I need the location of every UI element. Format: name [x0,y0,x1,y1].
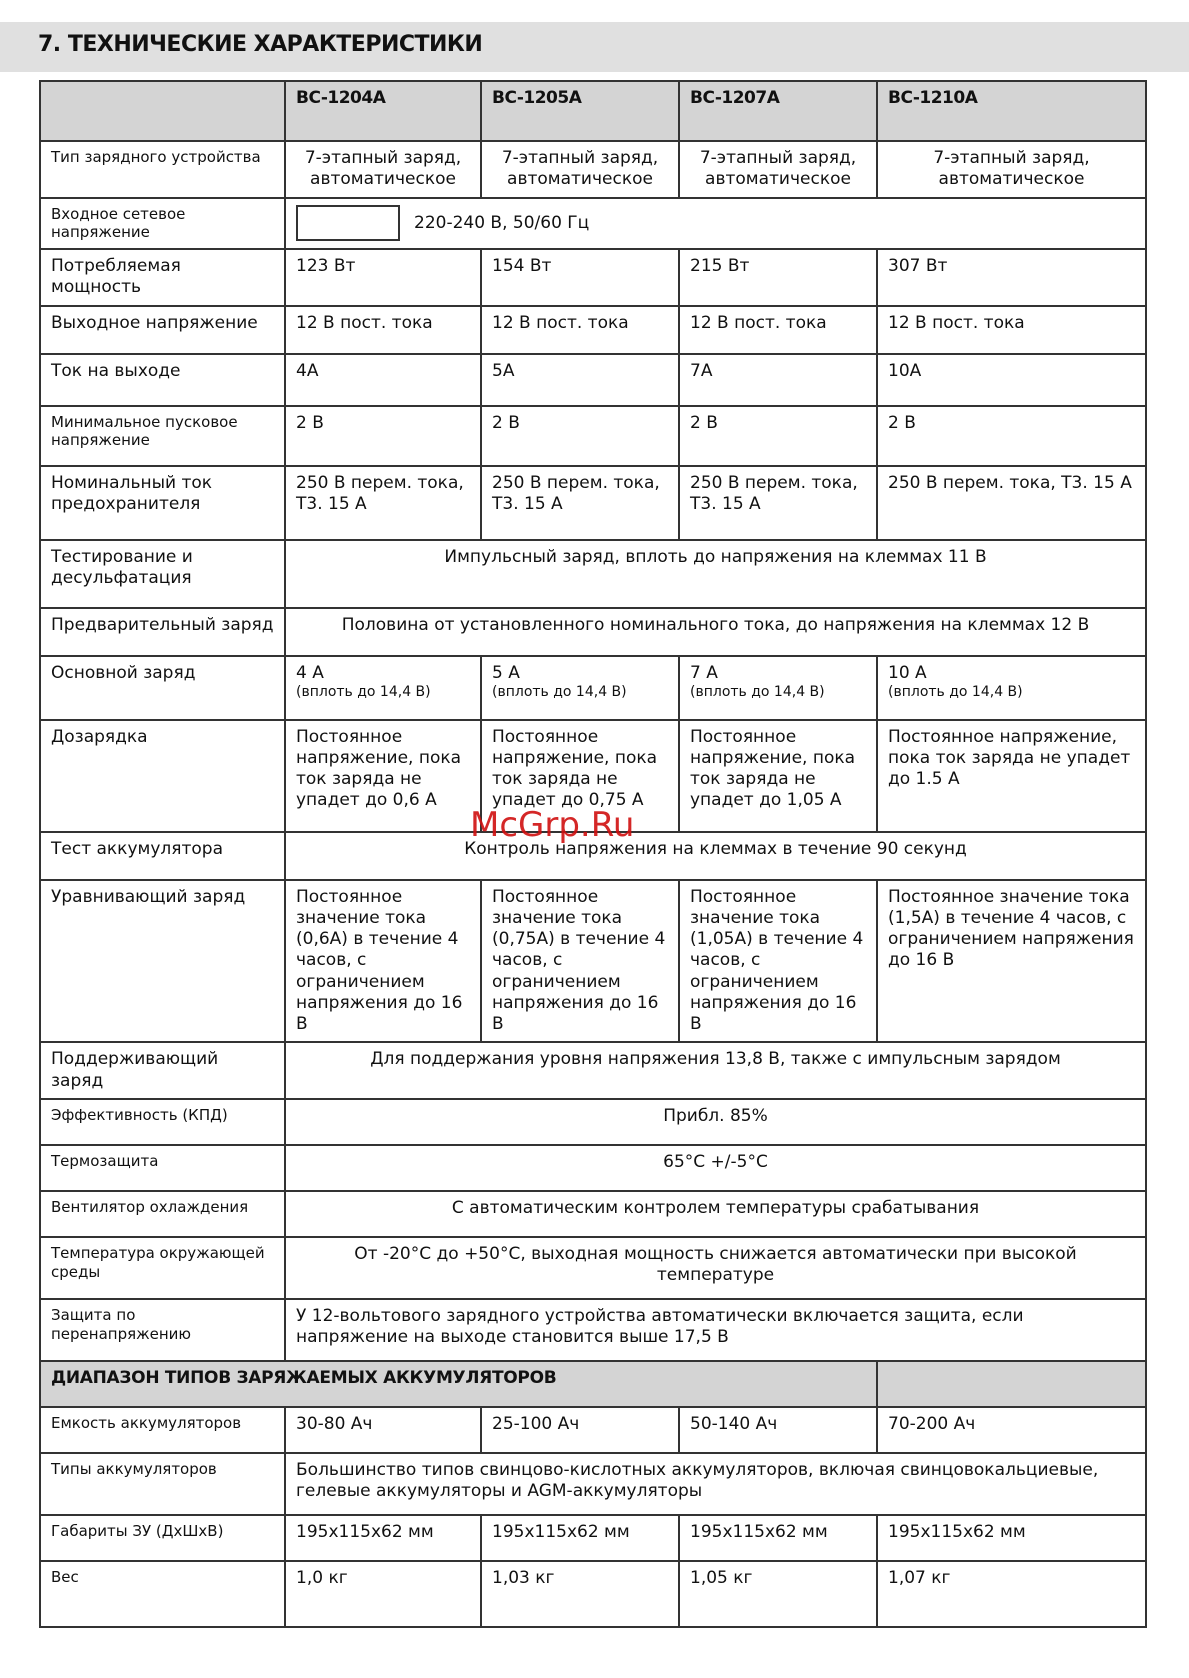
row-label: Поддерживающий заряд [40,1042,285,1099]
table-cell: 10А [877,354,1146,406]
table-row [40,540,1146,608]
table-cell: 7-этапный заряд, автоматическое [679,141,877,198]
table-cell: 2 В [679,406,877,466]
table-cell: Прибл. 85% [285,1099,1146,1145]
table-row [40,1042,1146,1099]
row-label: Температура окружающей среды [40,1237,285,1299]
table-cell: Контроль напряжения на клеммах в течение 90 секунд [285,832,1146,880]
table-cell: Постоянное значение тока (0,75А) в течение 4 часов, с ограничением напряжения до 16 В [481,880,679,1043]
table-cell: 250 В перем. тока, Т3. 15 А [679,466,877,540]
row-label: Минимальное пусковое напряжение [40,406,285,466]
table-cell [679,656,877,720]
table-row [40,1561,1146,1627]
models-header-row [40,81,1146,141]
table-cell: 195x115x62 мм [285,1515,481,1561]
table-cell: 4А [285,354,481,406]
row-label: Предварительный заряд [40,608,285,656]
table-cell: 250 В перем. тока, Т3. 15 А [285,466,481,540]
row-label: Ток на выходе [40,354,285,406]
table-cell: 2 В [285,406,481,466]
table-row [40,141,1146,198]
table-cell: 30-80 Ач [285,1407,481,1453]
table-row [40,306,1146,354]
table-cell: Постоянное значение тока (0,6А) в течение 4 часов, с ограничением напряжения до 16 В [285,880,481,1043]
model-name: BC-1205A [481,81,679,141]
row-label: Эффективность (КПД) [40,1099,285,1145]
table-row [40,1191,1146,1237]
row-label: Основной заряд [40,656,285,720]
corner-cell [40,81,285,141]
row-label: Вес [40,1561,285,1627]
section-title: 7. ТЕХНИЧЕСКИЕ ХАРАКТЕРИСТИКИ [38,32,483,57]
row-label: Дозарядка [40,720,285,832]
table-cell: 250 В перем. тока, Т3. 15 А [481,466,679,540]
table-row [40,1407,1146,1453]
table-cell: 12 В пост. тока [679,306,877,354]
table-cell: 65°С +/-5°С [285,1145,1146,1191]
table-cell: От -20°С до +50°С, выходная мощность снижается автоматически при высокой температуре [285,1237,1146,1299]
table-cell: Постоянное напряжение, пока ток заряда не упадет до 0,6 А [285,720,481,832]
table-row [40,608,1146,656]
row-label: Тест аккумулятора [40,832,285,880]
row-label: Габариты ЗУ (ДхШхВ) [40,1515,285,1561]
row-label: Типы аккумуляторов [40,1453,285,1515]
table-cell: Импульсный заряд, вплоть до напряжения на клеммах 11 В [285,540,1146,608]
table-cell: 2 В [877,406,1146,466]
row-label: Вентилятор охлаждения [40,1191,285,1237]
table-cell: 215 Вт [679,249,877,306]
table-cell: 7-этапный заряд, автоматическое [877,141,1146,198]
table-row [40,354,1146,406]
empty-cell [877,1361,1146,1407]
row-label: Выходное напряжение [40,306,285,354]
table-cell: 195x115x62 мм [877,1515,1146,1561]
table-cell: Постоянное напряжение, пока ток заряда не упадет до 0,75 А [481,720,679,832]
table-cell: 250 В перем. тока, Т3. 15 А [877,466,1146,540]
main-charge-note: (вплоть до 14,4 В) [690,683,825,700]
model-name: BC-1207A [679,81,877,141]
row-label: Тип зарядного устройства [40,141,285,198]
row-label: Тестирование и десульфатация [40,540,285,608]
table-cell: С автоматическим контролем температуры срабатывания [285,1191,1146,1237]
main-charge-value: 10 А [888,662,927,683]
table-cell: Постоянное значение тока (1,05А) в течение 4 часов, с ограничением напряжения до 16 В [679,880,877,1043]
table-cell: 1,07 кг [877,1561,1146,1627]
table-cell: 12 В пост. тока [877,306,1146,354]
main-charge-value: 4 А [296,662,324,683]
table-cell: 1,03 кг [481,1561,679,1627]
table-cell: 5А [481,354,679,406]
table-row [40,1299,1146,1361]
specifications-table [39,80,1147,1628]
row-label: Защита по перенапряжению [40,1299,285,1361]
model-name: BC-1204A [285,81,481,141]
table-cell: Постоянное значение тока (1,5А) в течение 4 часов, с ограничением напряжения до 16 В [877,880,1146,1043]
table-row [40,1099,1146,1145]
table-cell: 123 Вт [285,249,481,306]
section-header [0,22,1189,72]
main-charge-note: (вплоть до 14,4 В) [492,683,627,700]
main-charge-note: (вплоть до 14,4 В) [296,683,431,700]
table-cell: 50-140 Ач [679,1407,877,1453]
row-label: Емкость аккумуляторов [40,1407,285,1453]
table-cell [481,656,679,720]
table-cell: Половина от установленного номинального тока, до напряжения на клеммах 12 В [285,608,1146,656]
model-name: BC-1210A [877,81,1146,141]
row-label: Номинальный ток предохранителя [40,466,285,540]
table-cell [285,198,1146,250]
row-label: Входное сетевое напряжение [40,198,285,250]
table-cell: 195x115x62 мм [481,1515,679,1561]
table-cell: Постоянное напряжение, пока ток заряда не упадет до 1,05 А [679,720,877,832]
table-cell: 154 Вт [481,249,679,306]
table-cell: 12 В пост. тока [285,306,481,354]
table-cell: 12 В пост. тока [481,306,679,354]
table-cell: 7-этапный заряд, автоматическое [481,141,679,198]
table-row [40,1237,1146,1299]
table-cell: 195x115x62 мм [679,1515,877,1561]
watermark: McGrp.Ru [470,805,635,845]
main-charge-value: 5 А [492,662,520,683]
row-label: Потребляемая мощность [40,249,285,306]
table-cell: 70-200 Ач [877,1407,1146,1453]
table-cell: 7А [679,354,877,406]
table-cell: Большинство типов свинцово-кислотных аккумуляторов, включая свинцовокальциевые, гелевые аккумуляторы и AGM-аккумуляторы [285,1453,1146,1515]
main-charge-note: (вплоть до 14,4 В) [888,683,1023,700]
table-cell: У 12-вольтового зарядного устройства автоматически включается защита, если напряжение на выходе становится выше 17,5 В [285,1299,1146,1361]
table-cell: 7-этапный заряд, автоматическое [285,141,481,198]
table-row [40,466,1146,540]
table-row [40,198,1146,250]
table-row [40,656,1146,720]
input-voltage-value: 220-240 В, 50/60 Гц [414,212,590,233]
blank-box [296,205,400,241]
table-row [40,1453,1146,1515]
table-row [40,406,1146,466]
table-cell [877,656,1146,720]
battery-range-header: ДИАПАЗОН ТИПОВ ЗАРЯЖАЕМЫХ АККУМУЛЯТОРОВ [40,1361,877,1407]
table-cell: Для поддержания уровня напряжения 13,8 В, также с импульсным зарядом [285,1042,1146,1099]
table-cell: 307 Вт [877,249,1146,306]
row-label: Уравнивающий заряд [40,880,285,1043]
table-cell [285,656,481,720]
section-row [40,1361,1146,1407]
table-cell: 25-100 Ач [481,1407,679,1453]
table-cell: 1,05 кг [679,1561,877,1627]
table-cell: 1,0 кг [285,1561,481,1627]
table-row [40,1515,1146,1561]
table-cell: 2 В [481,406,679,466]
table-row [40,1145,1146,1191]
table-row [40,880,1146,1043]
table-row [40,249,1146,306]
main-charge-value: 7 А [690,662,718,683]
table-cell: Постоянное напряжение, пока ток заряда не упадет до 1.5 А [877,720,1146,832]
row-label: Термозащита [40,1145,285,1191]
